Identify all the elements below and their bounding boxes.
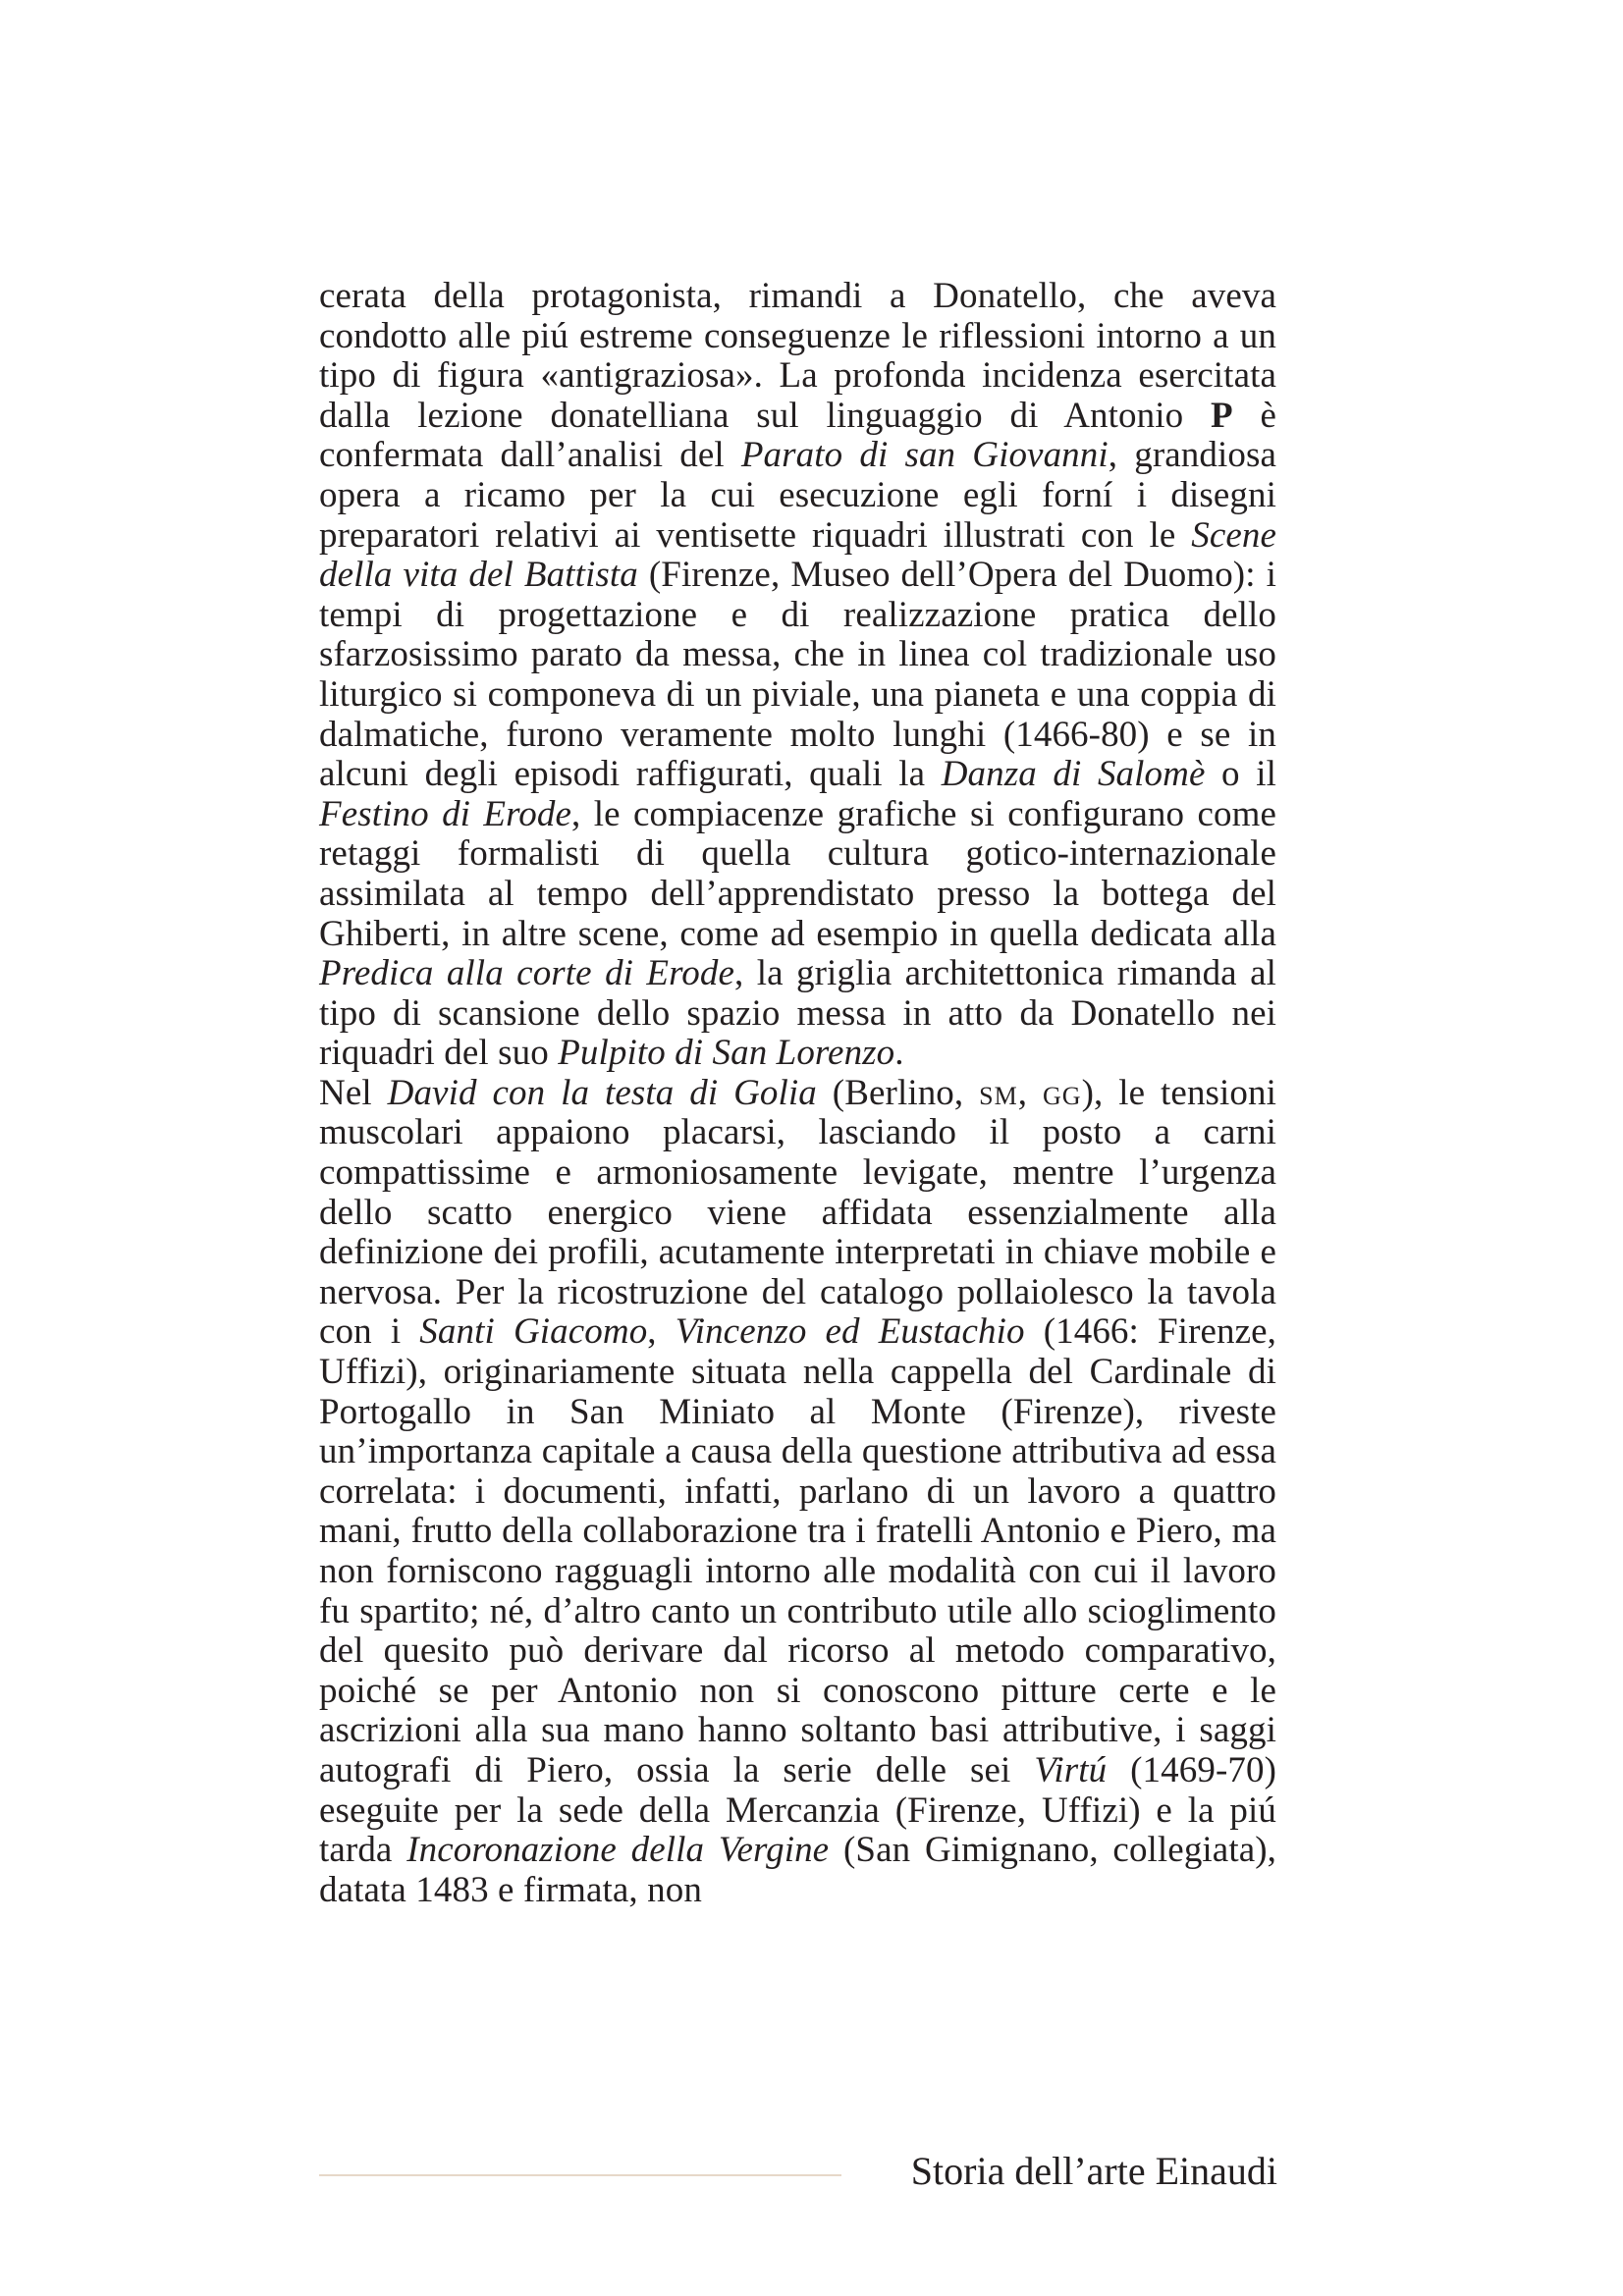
italic-run: Virtú <box>1034 1749 1108 1790</box>
text-run: (San Gimignano, collegiata), datata 1483 e firmata, non <box>319 1830 1277 1910</box>
italic-run: Pulpito di San Lorenzo <box>558 1033 895 1074</box>
text-run: . <box>894 1033 904 1074</box>
text-run: è confermata dall’analisi del <box>319 395 1276 476</box>
italic-run: Danza di Salomè <box>941 754 1206 795</box>
text-run: , <box>1017 1072 1044 1113</box>
text-run: , la griglia architettonica rimanda al tipo di scansione dello spazio messa in atto da Donatello nei riquadri del suo <box>319 953 1276 1074</box>
text-run: o il <box>1205 754 1276 795</box>
text-run: ), le tensioni muscolari appaiono placarsi, lasciando il posto a carni compattissime e armoniosamente levigate, mentre l’urgenza dello scatto energico viene affidata essenzialmente alla definizione dei profili, acutamente interpretati in chiave mobile e nervosa. Per la ricostruzione del catalogo pollaiolesco la tavola con i <box>319 1072 1277 1353</box>
text-run: , <box>647 1311 676 1353</box>
text-run: (Firenze, Museo dell’Opera del Duomo): i tempi di progettazione e di realizzazione pratica dello sfarzosissimo parato da messa, che in linea col tradizionale uso liturgico si componeva di un piviale, una pianeta e una coppia di dalmatiche, furono veramente molto lunghi (1466-80) e se in alcuni degli episodi raffigurati, quali la <box>319 555 1276 795</box>
italic-run: Parato di san Giovanni <box>740 435 1109 476</box>
paragraph-2 <box>319 1074 1276 1910</box>
footer-rule <box>319 2174 841 2176</box>
italic-run: Festino di Erode <box>319 793 571 834</box>
bold-run: P <box>1211 395 1233 436</box>
smallcaps-run: sm <box>979 1072 1018 1113</box>
italic-run: Predica alla corte di Erode <box>319 953 734 994</box>
body-text <box>319 277 1276 1910</box>
smallcaps-run: gg <box>1043 1072 1082 1113</box>
paragraph-1 <box>319 277 1276 1074</box>
italic-run: Scene della vita del Battista <box>319 514 1276 596</box>
text-run: , grandiosa opera a ricamo per la cui esecuzione egli forní i disegni preparatori relativi ai ventisette riquadri illustrati con le <box>319 435 1276 556</box>
text-run: (1466: Firenze, Uffizi), originariamente situata nella cappella del Cardinale di Portogallo in San Miniato al Monte (Firenze), riveste un’importanza capitale a causa della questione attributiva ad essa correlata: i documenti, infatti, parlano di un lavoro a quattro mani, frutto della collaborazione tra i fratelli Antonio e Piero, ma non forniscono ragguagli intorno alle modalità con cui il lavoro fu spartito; né, d’altro canto un contributo utile allo scioglimento del quesito può derivare dal ricorso al metodo comparativo, poiché se per Antonio non si conoscono pitture certe e le ascrizioni alla sua mano hanno soltanto basi attributive, i saggi autografi di Piero, ossia la serie delle sei <box>319 1311 1277 1790</box>
italic-run: Santi Giacomo <box>419 1311 648 1353</box>
italic-run: Incoronazione della Vergine <box>406 1830 830 1871</box>
text-run: (Berlino, <box>816 1072 980 1113</box>
text-run: Nel <box>319 1072 388 1113</box>
italic-run: Vincenzo ed Eustachio <box>675 1311 1025 1353</box>
text-run: , le compiacenze grafiche si configurano come retaggi formalisti di quella cultura gotico-internazionale assimilata al tempo dell’apprendistato presso la bottega del Ghiberti, in altre scene, come ad esempio in quella dedicata alla <box>319 793 1276 954</box>
text-run: (1469-70) eseguite per la sede della Mercanzia (Firenze, Uffizi) e la piú tarda <box>319 1749 1276 1871</box>
text-run: cerata della protagonista, rimandi a Donatello, che aveva condotto alle piú estreme conseguenze le riflessioni intorno a un tipo di figura «antigraziosa». La profonda incidenza esercitata dalla lezione donatelliana sul linguaggio di Antonio <box>319 276 1276 436</box>
italic-run: David con la testa di Golia <box>387 1072 817 1113</box>
footer-title: Storia dell’arte Einaudi <box>910 2149 1277 2193</box>
